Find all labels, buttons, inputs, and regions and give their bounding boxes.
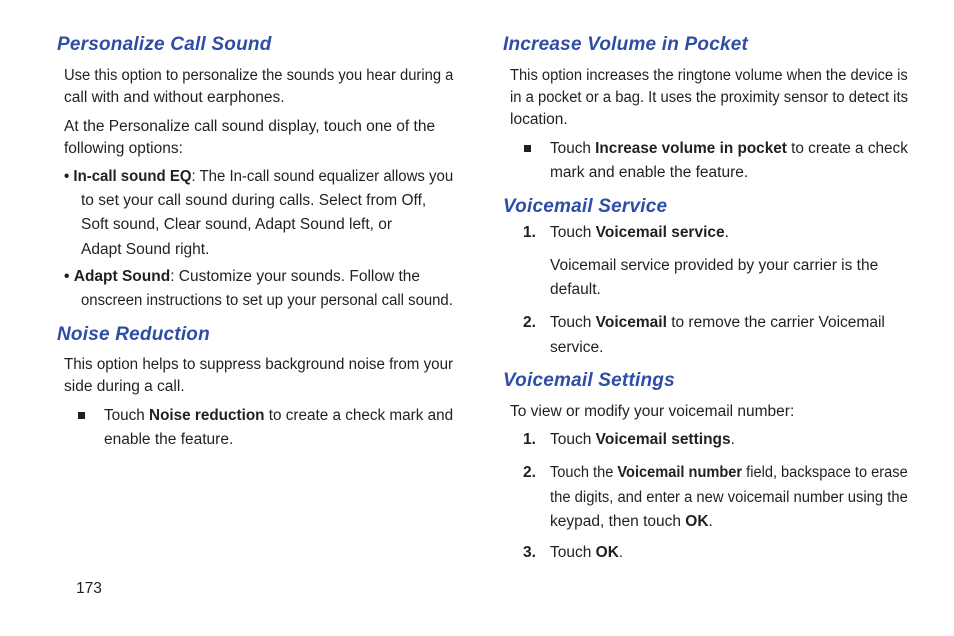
step-voicemail [550,312,885,334]
note-line: Voicemail service provided by your carrier is the [550,257,879,274]
paragraph-line: Use this option to personalize the sounds you hear during a [64,67,454,84]
step-text: Touch [104,407,150,424]
option-name: Voicemail service [595,224,725,241]
option-name: Voicemail settings [595,431,731,448]
paragraph-line: To view or modify your voicemail number: [510,403,795,420]
paragraph-line: following options: [64,140,183,157]
step-text: . [618,544,624,561]
step-increase-volume-in-pocket [550,138,908,160]
section-heading-increase-volume-in-pocket: Increase Volume in Pocket [503,34,749,55]
step-number: 2. [523,464,536,481]
step-voicemail-service [550,222,729,244]
square-bullet-icon [78,412,85,419]
option-name: In-call sound EQ [73,168,192,185]
step-noise-reduction [104,405,453,427]
option-name: Voicemail number [617,464,743,481]
step-continuation-line: the digits, and enter a new voicemail number using the [550,489,908,506]
step-text: . [708,513,713,530]
step-number: 1. [523,224,536,241]
note-line: default. [550,281,601,298]
step-number: 3. [523,544,536,561]
bullet-marker: • [64,168,70,185]
option-description: : Customize your sounds. Follow the [170,268,421,285]
square-bullet-icon [524,145,531,152]
paragraph-line: This option increases the ringtone volume when the device is [510,67,908,84]
paragraph-line: call with and without earphones. [64,89,285,106]
bullet-item-adapt-sound [64,266,420,288]
bullet-continuation-line: to set your call sound during calls. Select from Off, [81,192,427,209]
step-text: Touch [550,224,596,241]
step-voicemail-settings [550,429,735,451]
option-name: Voicemail [595,314,667,331]
step-text: Touch [550,314,596,331]
step-text: . [724,224,729,241]
option-name: Increase volume in pocket [595,140,787,157]
paragraph-line: in a pocket or a bag. It uses the proximity sensor to detect its [510,89,908,106]
step-text: Touch [550,140,596,157]
section-heading-voicemail-settings: Voicemail Settings [503,370,675,391]
step-continuation-line [550,511,713,533]
step-text: Touch [550,431,596,448]
step-text: to create a check mark and [264,407,454,424]
option-name: OK [685,513,709,530]
step-voicemail-number [550,462,908,484]
page-number: 173 [76,580,102,597]
option-name: Noise reduction [149,407,265,424]
option-name: Adapt Sound [73,268,171,285]
section-heading-voicemail-service: Voicemail Service [503,196,668,217]
paragraph-line: location. [510,111,568,128]
step-text: to remove the carrier Voicemail [666,314,885,331]
step-text: Touch the [550,464,618,481]
step-continuation-line: enable the feature. [104,431,234,448]
step-text: to create a check [786,140,908,157]
option-description: : The In-call sound equalizer allows you [191,168,454,185]
section-heading-noise-reduction: Noise Reduction [57,324,210,345]
paragraph-line: This option helps to suppress background noise from your [64,356,454,373]
step-number: 1. [523,431,536,448]
bullet-item-in-call-sound-eq [64,166,453,188]
paragraph-line: side during a call. [64,378,185,395]
section-heading-personalize-call-sound: Personalize Call Sound [57,34,272,55]
bullet-continuation-line: onscreen instructions to set up your personal call sound. [81,292,453,309]
bullet-marker: • [64,268,70,285]
step-number: 2. [523,314,536,331]
step-text: keypad, then touch [550,513,686,530]
option-name: OK [595,544,619,561]
step-text: field, backspace to erase [742,464,908,481]
step-continuation-line: service. [550,339,604,356]
paragraph-line: At the Personalize call sound display, touch one of the [64,118,436,135]
step-continuation-line: mark and enable the feature. [550,164,749,181]
step-touch-ok [550,542,623,564]
bullet-continuation-line: Soft sound, Clear sound, Adapt Sound left, or [81,216,393,233]
step-text: Touch [550,544,596,561]
bullet-continuation-line: Adapt Sound right. [81,241,210,258]
step-text: . [730,431,735,448]
